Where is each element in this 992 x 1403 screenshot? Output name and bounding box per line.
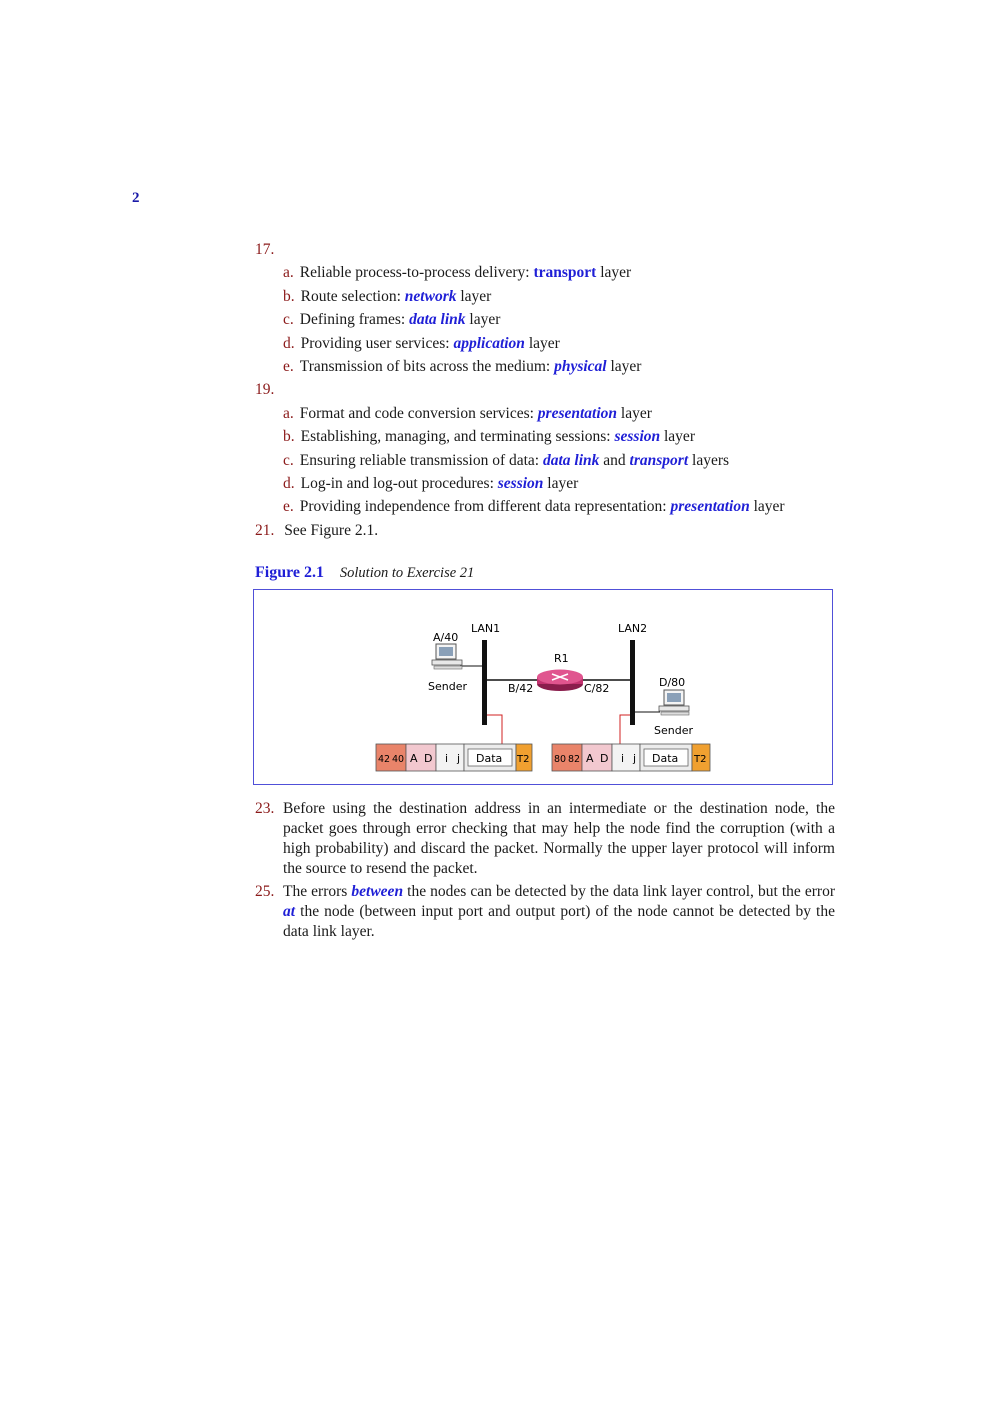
- q19-item-a: a. Format and code conversion services: presentation layer: [283, 404, 652, 422]
- lan2-label: LAN2: [618, 622, 648, 635]
- lan1-label: LAN1: [471, 622, 501, 635]
- frame1-trailer: T2: [517, 754, 530, 765]
- node-a-label: A/40: [433, 631, 459, 644]
- computer-d-icon: [635, 690, 689, 715]
- page-number: 2: [132, 190, 140, 206]
- question-21: [255, 519, 835, 542]
- question-number-21: 21.: [255, 521, 275, 539]
- frame1-src-addr: 40: [392, 754, 405, 765]
- frame2-a: A: [586, 752, 594, 765]
- frame1-a: A: [410, 752, 418, 765]
- frame1-i: i: [445, 752, 449, 765]
- q25-text: The errors between the nodes can be detected by the data link layer control, but the error at the node (between input port and output port) of the node cannot be detected by the data link layer.: [283, 883, 835, 940]
- q23-text: Before using the destination address in an intermediate or the destination node, the packet goes through error checking that may help the node find the corruption (with a high probability) and discard the packet. Normally the upper layer protocol will inform the source to resend the packet.: [283, 800, 835, 877]
- lan1-frame-connector: [486, 670, 502, 744]
- frame2-d: D: [600, 752, 609, 765]
- lan1-bus: [482, 640, 487, 725]
- q17-item-d: d. Providing user services: application layer: [283, 334, 560, 352]
- frame2-data: Data: [652, 752, 679, 765]
- q19-item-d: d. Log-in and log-out procedures: session layer: [283, 474, 579, 492]
- figure-caption: [255, 564, 474, 582]
- lan2-bus: [630, 640, 635, 725]
- frame1-j: j: [457, 752, 461, 765]
- figure-box: [253, 589, 833, 785]
- question-number-23: 23.: [255, 800, 275, 817]
- frame2-src-addr: 82: [568, 754, 581, 765]
- sender-right-label: Sender: [654, 724, 693, 737]
- network-diagram: [254, 590, 832, 784]
- answers-content: [255, 238, 835, 940]
- frame-lan2: [552, 744, 710, 771]
- node-d-label: D/80: [659, 676, 686, 689]
- question-25: [255, 882, 835, 942]
- q17-item-a: a. Reliable process-to-process delivery: transport layer: [283, 264, 632, 282]
- computer-a-icon: [432, 644, 482, 669]
- figure-label: Figure 2.1: [255, 564, 325, 581]
- node-c-label: C/82: [584, 682, 610, 695]
- frame1-d: D: [424, 752, 433, 765]
- question-23: [255, 799, 835, 879]
- q19-item-b: b. Establishing, managing, and terminating sessions: session layer: [283, 428, 695, 446]
- router-icon: [537, 670, 583, 692]
- sender-left-label: Sender: [428, 680, 467, 693]
- frame1-data: Data: [476, 752, 503, 765]
- q19-item-e: e. Providing independence from different data representation: presentation layer: [283, 498, 785, 516]
- router-label: R1: [554, 652, 569, 665]
- frame1-dst-addr: 42: [378, 754, 391, 765]
- frame-lan1: [376, 744, 532, 771]
- q19-item-c: c. Ensuring reliable transmission of data: data link and transport layers: [283, 451, 730, 469]
- question-number-19: 19.: [255, 381, 275, 399]
- frame2-i: i: [621, 752, 625, 765]
- question-number-17: 17.: [255, 241, 275, 258]
- frame2-j: j: [633, 752, 637, 765]
- q17-item-b: b. Route selection: network layer: [283, 287, 492, 305]
- question-number-25: 25.: [255, 883, 275, 900]
- frame2-trailer: T2: [694, 754, 707, 765]
- q21-text: See Figure 2.1.: [284, 521, 379, 539]
- node-b-label: B/42: [508, 682, 534, 695]
- q17-item-e: e. Transmission of bits across the medium: physical layer: [283, 357, 642, 375]
- figure-title: Solution to Exercise 21: [339, 565, 475, 581]
- frame2-dst-addr: 80: [554, 754, 567, 765]
- q17-item-c: c. Defining frames: data link layer: [283, 311, 501, 329]
